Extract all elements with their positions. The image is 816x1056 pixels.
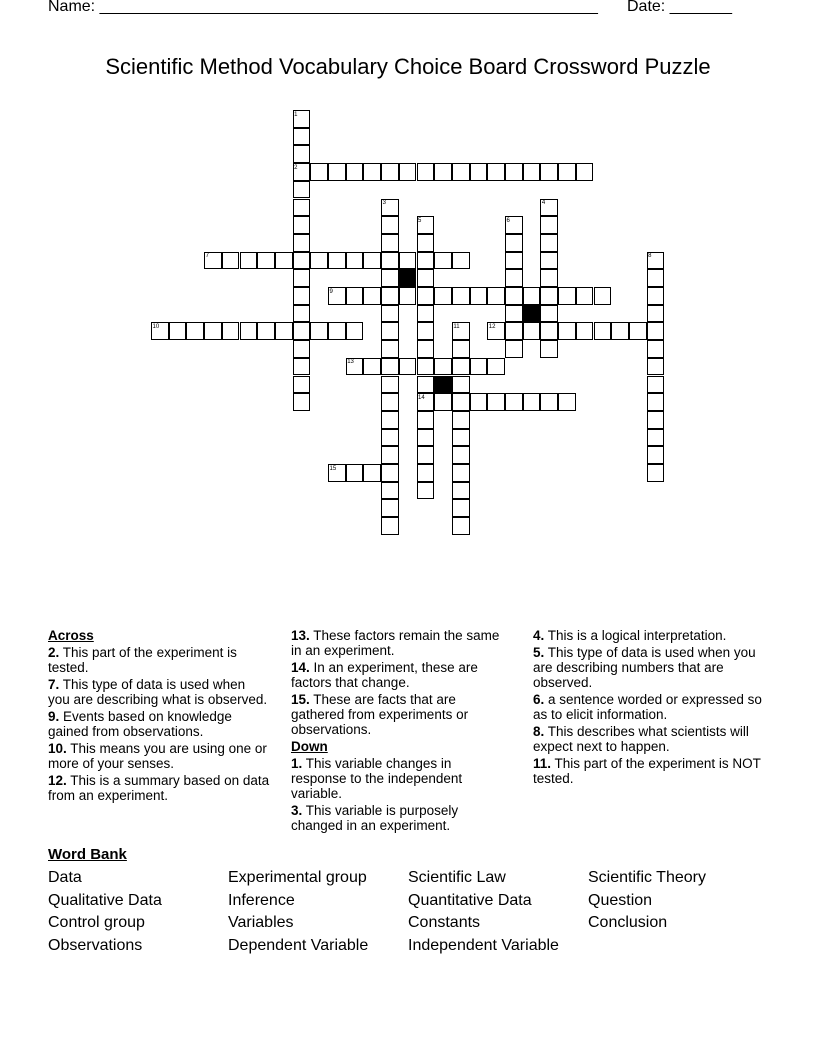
clue (533, 628, 765, 643)
grid-cell[interactable] (381, 305, 399, 323)
grid-cell[interactable] (417, 340, 435, 358)
grid-cell[interactable] (417, 305, 435, 323)
grid-cell[interactable] (417, 429, 435, 447)
grid-cell[interactable] (647, 411, 665, 429)
grid-cell[interactable] (540, 322, 558, 340)
grid-cell[interactable] (381, 517, 399, 535)
clue (533, 692, 765, 722)
grid-cell[interactable] (381, 499, 399, 517)
grid-cell[interactable] (417, 287, 435, 305)
word-bank-item: Question (588, 891, 653, 909)
word-bank-item: Variables (228, 914, 294, 931)
grid-cell[interactable] (417, 322, 435, 340)
clue-number-label: 4. (533, 628, 545, 643)
grid-cell[interactable] (417, 163, 435, 181)
grid-cell[interactable] (293, 340, 311, 358)
grid-cell[interactable] (346, 464, 364, 482)
grid-cell[interactable] (293, 305, 311, 323)
grid-cell[interactable] (399, 252, 417, 270)
grid-cell[interactable] (558, 287, 576, 305)
grid-cell[interactable] (558, 322, 576, 340)
clue-number: 1 (294, 111, 298, 118)
clue-text: This is a summary based on data from an experiment. (48, 773, 270, 803)
grid-cell[interactable] (540, 287, 558, 305)
grid-cell[interactable] (346, 252, 364, 270)
clue-text: These are facts that are gathered from experiments or observations. (291, 692, 469, 737)
grid-cell[interactable] (523, 393, 541, 411)
clue-number-label: 7. (48, 677, 60, 692)
grid-cell[interactable] (328, 252, 346, 270)
grid-cell[interactable] (629, 322, 647, 340)
word-bank-item: Experimental group (228, 869, 367, 886)
grid-cell[interactable] (293, 199, 311, 217)
clues-column-3 (533, 628, 765, 788)
clue-number-label: 1. (291, 756, 303, 771)
grid-cell[interactable] (310, 322, 328, 340)
clue-number-label: 2. (48, 645, 60, 660)
clue-number: 9 (329, 288, 333, 295)
grid-cell[interactable] (417, 482, 435, 500)
word-bank-item: Dependent Variable (228, 936, 369, 954)
word-bank-item: Scientific Law (408, 869, 506, 886)
grid-cell[interactable] (310, 163, 328, 181)
grid-cell[interactable] (417, 358, 435, 376)
grid-cell[interactable] (487, 393, 505, 411)
clue (533, 756, 765, 786)
grid-cell[interactable] (381, 216, 399, 234)
grid-cell[interactable] (417, 446, 435, 464)
clue-text: This describes what scientists will expect next to happen. (533, 724, 749, 754)
grid-cell[interactable] (169, 322, 187, 340)
date-field[interactable]: Date: _______ (627, 0, 732, 15)
grid-cell[interactable] (275, 252, 293, 270)
word-bank-item: Independent Variable (408, 936, 559, 954)
page-title: Scientific Method Vocabulary Choice Board Crossword Puzzle (105, 54, 711, 79)
grid-cell[interactable] (310, 252, 328, 270)
grid-cell[interactable] (647, 358, 665, 376)
grid-cell[interactable] (381, 393, 399, 411)
clues-column-1 (48, 628, 270, 805)
clue-number: 3 (382, 200, 386, 206)
grid-cell[interactable] (452, 393, 470, 411)
grid-cell[interactable] (487, 358, 505, 376)
clue (533, 645, 765, 690)
grid-cell[interactable] (505, 287, 523, 305)
clue-text: a sentence worded or expressed so as to elicit information. (533, 692, 762, 722)
grid-cell[interactable] (381, 411, 399, 429)
grid-cell[interactable] (505, 234, 523, 252)
grid-cell[interactable] (363, 287, 381, 305)
clue-number: 8 (648, 253, 652, 260)
clue-number: 12 (488, 323, 496, 330)
grid-cell[interactable] (576, 322, 594, 340)
grid-cell[interactable] (452, 517, 470, 535)
grid-cell[interactable] (186, 322, 204, 340)
grid-cell[interactable] (540, 216, 558, 234)
grid-cell[interactable] (381, 252, 399, 270)
grid-cell[interactable] (647, 464, 665, 482)
grid-cell[interactable] (452, 429, 470, 447)
clue (48, 773, 270, 803)
black-square (523, 305, 541, 323)
grid-cell[interactable] (434, 358, 452, 376)
grid-cell[interactable] (240, 252, 258, 270)
grid-cell[interactable] (417, 234, 435, 252)
grid-cell[interactable] (293, 234, 311, 252)
name-field[interactable]: Name: ________________________________________________________ (48, 0, 598, 15)
grid-cell[interactable] (399, 287, 417, 305)
grid-cell[interactable] (470, 287, 488, 305)
clue (291, 803, 509, 833)
grid-cell[interactable] (293, 358, 311, 376)
clue-number: 15 (329, 465, 337, 472)
word-bank-item: Constants (408, 914, 481, 931)
grid-cell[interactable] (293, 128, 311, 146)
grid-cell[interactable] (540, 163, 558, 181)
grid-cell[interactable] (328, 322, 346, 340)
clue-number-label: 12. (48, 773, 67, 788)
grid-cell[interactable] (363, 163, 381, 181)
grid-cell[interactable] (647, 376, 665, 394)
clue-text: In an experiment, these are factors that change. (291, 660, 478, 690)
grid-cell[interactable] (505, 393, 523, 411)
clue-text: This part of the experiment is NOT tested. (533, 756, 761, 786)
clue-text: Events based on knowledge gained from observations. (48, 709, 232, 739)
grid-cell[interactable] (487, 163, 505, 181)
grid-cell[interactable] (611, 322, 629, 340)
grid-cell[interactable] (346, 322, 364, 340)
grid-cell[interactable] (540, 252, 558, 270)
clue-text: This type of data is used when you are describing what is observed. (48, 677, 268, 707)
grid-cell[interactable] (452, 446, 470, 464)
grid-cell[interactable] (363, 464, 381, 482)
grid-cell[interactable] (381, 464, 399, 482)
word-bank (48, 867, 768, 957)
grid-cell[interactable] (505, 252, 523, 270)
grid-cell[interactable] (505, 322, 523, 340)
grid-cell[interactable] (647, 305, 665, 323)
grid-cell[interactable] (434, 252, 452, 270)
grid-cell[interactable] (523, 287, 541, 305)
grid-cell[interactable] (293, 322, 311, 340)
black-square (399, 269, 417, 287)
grid-cell[interactable] (417, 411, 435, 429)
grid-cell[interactable] (647, 340, 665, 358)
clue-number: 6 (506, 217, 510, 224)
grid-cell[interactable] (470, 393, 488, 411)
grid-cell[interactable] (452, 252, 470, 270)
clue-number-label: 15. (291, 692, 310, 707)
grid-cell[interactable] (257, 252, 275, 270)
clue-heading: Down (291, 739, 328, 754)
grid-cell[interactable] (576, 163, 594, 181)
clue-number-label: 3. (291, 803, 303, 818)
grid-cell[interactable] (293, 376, 311, 394)
grid-cell[interactable] (434, 287, 452, 305)
grid-cell[interactable] (293, 145, 311, 163)
clue (291, 756, 509, 801)
grid-cell[interactable] (381, 482, 399, 500)
clue-number: 13 (347, 359, 354, 366)
clue-text: This is a logical interpretation. (544, 628, 727, 643)
grid-cell[interactable] (647, 322, 665, 340)
clue-text: This part of the experiment is tested. (48, 645, 237, 675)
grid-cell[interactable] (452, 340, 470, 358)
grid-cell[interactable] (452, 482, 470, 500)
grid-cell[interactable] (452, 499, 470, 517)
word-bank-item: Inference (228, 891, 295, 909)
grid-cell[interactable] (293, 252, 311, 270)
clue-number-label: 14. (291, 660, 310, 675)
grid-cell[interactable] (381, 269, 399, 287)
grid-cell[interactable] (540, 269, 558, 287)
clue-heading: Across (48, 628, 94, 643)
grid-cell[interactable] (434, 163, 452, 181)
grid-cell[interactable] (293, 181, 311, 199)
clue (291, 628, 509, 658)
grid-cell[interactable] (381, 163, 399, 181)
clue (48, 741, 270, 771)
grid-cell[interactable] (381, 358, 399, 376)
grid-cell[interactable] (452, 411, 470, 429)
grid-cell[interactable] (647, 269, 665, 287)
grid-cell[interactable] (399, 163, 417, 181)
grid-cell[interactable] (381, 429, 399, 447)
clue-number-label: 9. (48, 709, 60, 724)
word-bank-item: Conclusion (588, 914, 668, 931)
grid-cell[interactable] (381, 340, 399, 358)
clue-text: This type of data is used when you are describing numbers that are observed. (533, 645, 756, 690)
grid-cell[interactable] (505, 163, 523, 181)
grid-cell[interactable] (222, 322, 240, 340)
clue-number: 4 (541, 200, 546, 206)
grid-cell[interactable] (594, 287, 612, 305)
grid-cell[interactable] (240, 322, 258, 340)
grid-cell[interactable] (381, 376, 399, 394)
grid-cell[interactable] (293, 287, 311, 305)
clue-number-label: 11. (533, 756, 552, 771)
grid-cell[interactable] (505, 305, 523, 323)
clue-number-label: 8. (533, 724, 545, 739)
clue-text: This variable changes in response to the independent variable. (291, 756, 463, 801)
grid-cell[interactable] (647, 429, 665, 447)
grid-cell[interactable] (452, 287, 470, 305)
grid-cell[interactable] (434, 393, 452, 411)
grid-cell[interactable] (523, 163, 541, 181)
grid-cell[interactable] (505, 269, 523, 287)
grid-cell[interactable] (328, 163, 346, 181)
grid-cell[interactable] (381, 234, 399, 252)
grid-cell[interactable] (275, 322, 293, 340)
grid-cell[interactable] (523, 322, 541, 340)
clue-number-label: 5. (533, 645, 545, 660)
grid-cell[interactable] (505, 340, 523, 358)
black-square (434, 376, 452, 394)
clue-number: 7 (205, 253, 209, 260)
grid-cell[interactable] (381, 446, 399, 464)
grid-cell[interactable] (346, 163, 364, 181)
word-bank-item: Observations (48, 936, 143, 954)
word-bank-item: Control group (48, 914, 145, 931)
grid-cell[interactable] (417, 252, 435, 270)
grid-cell[interactable] (647, 393, 665, 411)
clue (291, 692, 509, 737)
grid-cell[interactable] (452, 358, 470, 376)
clue (48, 677, 270, 707)
grid-cell[interactable] (487, 287, 505, 305)
grid-cell[interactable] (647, 446, 665, 464)
grid-cell[interactable] (470, 358, 488, 376)
clue-number: 10 (152, 323, 160, 330)
clue-number-label: 13. (291, 628, 310, 643)
grid-cell[interactable] (558, 163, 576, 181)
grid-cell[interactable] (540, 340, 558, 358)
grid-cell[interactable] (594, 322, 612, 340)
grid-cell[interactable] (417, 269, 435, 287)
grid-cell[interactable] (558, 393, 576, 411)
grid-cell[interactable] (452, 163, 470, 181)
grid-cell[interactable] (381, 322, 399, 340)
grid-cell[interactable] (293, 216, 311, 234)
clue-text: These factors remain the same in an experiment. (291, 628, 500, 658)
grid-cell[interactable] (647, 287, 665, 305)
word-bank-item: Data (48, 869, 82, 886)
grid-cell[interactable] (363, 358, 381, 376)
clue (533, 724, 765, 754)
grid-cell[interactable] (540, 305, 558, 323)
grid-cell[interactable] (576, 287, 594, 305)
clue (48, 709, 270, 739)
clue-text: This variable is purposely changed in an experiment. (291, 803, 459, 833)
clues-column-2 (291, 628, 509, 835)
clue (48, 645, 270, 675)
grid-cell[interactable] (222, 252, 240, 270)
grid-cell[interactable] (452, 376, 470, 394)
grid-cell[interactable] (293, 269, 311, 287)
grid-cell[interactable] (257, 322, 275, 340)
grid-cell[interactable] (452, 464, 470, 482)
grid-cell[interactable] (363, 252, 381, 270)
grid-cell[interactable] (346, 287, 364, 305)
grid-cell[interactable] (204, 322, 222, 340)
grid-cell[interactable] (417, 464, 435, 482)
grid-cell[interactable] (540, 234, 558, 252)
clue-number: 14 (418, 394, 425, 401)
clue-number: 2 (294, 164, 298, 171)
clue-number: 5 (418, 217, 422, 224)
grid-cell[interactable] (540, 393, 558, 411)
clue-text: This means you are using one or more of your senses. (48, 741, 267, 771)
word-bank-title: Word Bank (48, 846, 127, 863)
grid-cell[interactable] (417, 376, 435, 394)
grid-cell[interactable] (293, 393, 311, 411)
grid-cell[interactable] (399, 358, 417, 376)
word-bank-item: Qualitative Data (48, 891, 162, 909)
clue-number-label: 6. (533, 692, 545, 707)
grid-cell[interactable] (381, 287, 399, 305)
grid-cell[interactable] (470, 163, 488, 181)
clue-number: 11 (453, 323, 460, 330)
clue-number-label: 10. (48, 741, 67, 756)
clue (291, 660, 509, 690)
word-bank-item: Scientific Theory (588, 869, 706, 886)
word-bank-item: Quantitative Data (408, 891, 532, 909)
